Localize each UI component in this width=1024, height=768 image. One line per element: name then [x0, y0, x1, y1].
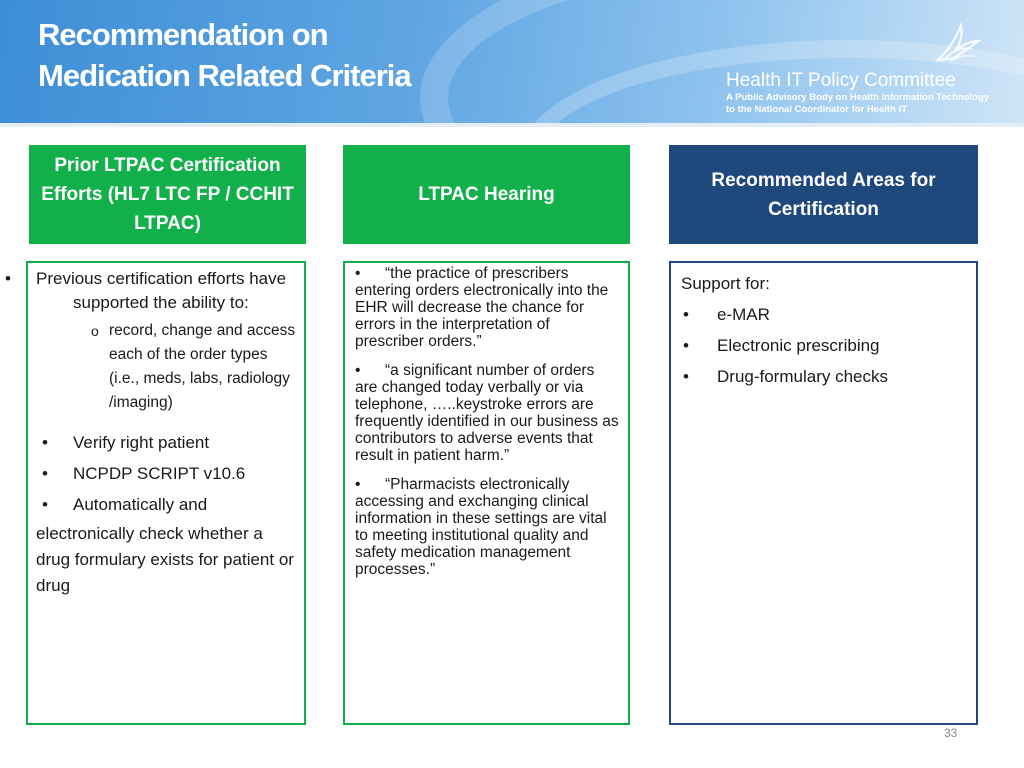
list-item: • Previous certification efforts have supported the ability to:	[36, 267, 298, 315]
bullet-marker: •	[355, 476, 361, 493]
organization-name: Health IT Policy Committee	[726, 70, 956, 91]
slide-title-line2: Medication Related Criteria	[38, 58, 411, 93]
organization-block	[726, 70, 1016, 116]
header-banner	[0, 0, 1024, 127]
column-header-label: Prior LTPAC Certification Efforts (HL7 LTC FP / CCHIT LTPAC)	[41, 155, 294, 234]
column-header-label: Recommended Areas for Certification	[711, 169, 936, 220]
quote-text: “a significant number of orders are changed today verbally or via telephone, …..keystroke errors are frequently identified in our business as contributors to adverse events that result in patient harm.”	[355, 362, 619, 464]
quote-item	[355, 362, 620, 464]
column-header-recommended-areas	[669, 145, 978, 244]
content-box-prior-ltpac	[26, 261, 306, 725]
bullet-marker: •	[355, 362, 361, 379]
banner-rule	[0, 123, 1024, 127]
slide-title-line1: Recommendation on	[38, 17, 328, 52]
list-item: • Electronic prescribing	[681, 330, 968, 361]
sub-list-item	[91, 319, 298, 415]
slide-title	[38, 14, 558, 96]
column-header-label: LTPAC Hearing	[418, 184, 555, 205]
list-intro: Support for:	[681, 274, 770, 293]
quote-item	[355, 265, 620, 350]
content-box-ltpac-hearing	[343, 261, 630, 725]
quote-text: “Pharmacists electronically accessing and exchanging clinical information in these settings are vital to meeting institutional quality and safety medication management processes.”	[355, 476, 607, 578]
quote-text: “the practice of prescribers entering orders electronically into the EHR will decrease the chance for errors in the interpretation of prescriber orders.”	[355, 265, 609, 350]
list-item-continuation: electronically check whether a drug formulary exists for patient or drug	[36, 524, 294, 595]
organization-subtitle-line1: A Public Advisory Body on Health Information Technology	[726, 92, 990, 103]
quote-item	[355, 476, 620, 578]
hhs-eagle-icon	[928, 12, 986, 70]
sub-bullet-marker: o	[91, 323, 99, 339]
list-item: • Verify right patient	[36, 431, 298, 455]
page-number: 33	[944, 726, 958, 740]
bullet-marker: •	[355, 265, 361, 282]
list-item: • e-MAR	[681, 299, 968, 330]
list-item: • Drug-formulary checks	[681, 361, 968, 392]
sub-list-item-text: record, change and access each of the order types (i.e., meds, labs, radiology /imaging)	[109, 322, 296, 411]
column-header-prior-ltpac	[29, 145, 306, 244]
content-box-recommended-areas	[669, 261, 978, 725]
column-header-ltpac-hearing	[343, 145, 630, 244]
list-item: • NCPDP SCRIPT v10.6	[36, 462, 298, 486]
organization-subtitle-line2: to the National Coordinator for Health IT	[726, 104, 908, 115]
list-item: • Automatically and	[36, 493, 298, 517]
